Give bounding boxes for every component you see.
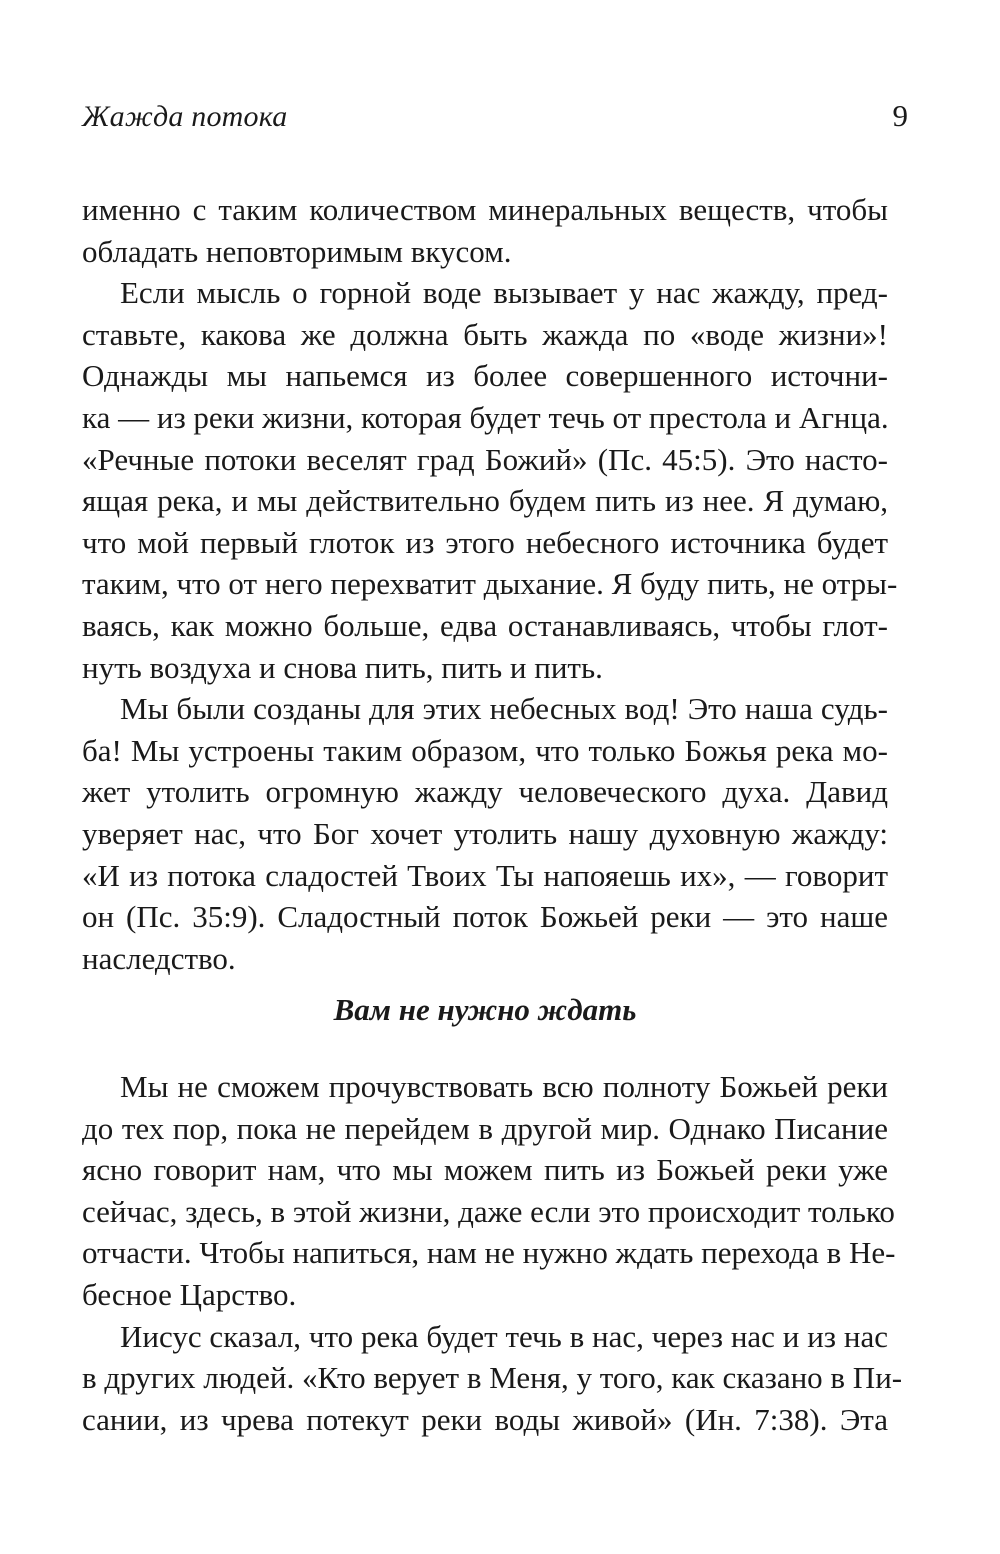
text-line: наследство.	[82, 940, 236, 976]
text-line: отчасти. Чтобы напиться, нам не нужно ждать перехода в Не-	[82, 1235, 896, 1271]
text-line: обладать неповторимым вкусом.	[82, 233, 512, 269]
paragraph	[82, 189, 888, 272]
section-heading: Вам не нужно ждать	[333, 992, 637, 1027]
text-line: ба! Мы устроены таким образом, что только Божья река мо-	[82, 732, 888, 768]
text-line: Если мысль о горной воде вызывает у нас жажду, пред-	[120, 275, 888, 311]
text-line: уверяет нас, что Бог хочет утолить нашу духовную жажду:	[82, 815, 888, 851]
paragraph	[82, 1066, 896, 1316]
text-line: в других людей. «Кто верует в Меня, у того, как сказано в Пи-	[82, 1360, 903, 1396]
paragraph	[82, 688, 888, 979]
text-line: именно с таким количеством минеральных веществ, чтобы	[82, 192, 888, 227]
text-line: до тех пор, пока не перейдем в другой мир. Однако Писание	[82, 1110, 888, 1146]
text-line: Однажды мы напьемся из более совершенного источни-	[82, 358, 888, 394]
text-line: сании, из чрева потекут реки воды живой» (Ин. 7:38). Эта	[82, 1401, 888, 1437]
body-text-bottom	[82, 1066, 903, 1440]
text-line: ясно говорит нам, что мы можем пить из Божьей реки уже	[82, 1152, 888, 1188]
text-line: ка — из реки жизни, которая будет течь от престола и Агнца.	[82, 399, 889, 435]
paragraph	[82, 1316, 903, 1441]
page-number: 9	[892, 98, 908, 133]
paragraph	[82, 272, 898, 688]
running-title: Жажда потока	[82, 100, 288, 133]
text-line: таким, что от него перехватит дыхание. Я буду пить, не отры-	[82, 566, 898, 602]
text-line: сейчас, здесь, в этой жизни, даже если это происходит только	[82, 1193, 895, 1229]
text-line: Мы не сможем прочувствовать всю полноту Божьей реки	[120, 1069, 888, 1104]
running-header	[82, 98, 908, 142]
text-line: ящая река, и мы действительно будем пить из нее. Я думаю,	[82, 483, 888, 519]
text-line: «Речные потоки веселят град Божий» (Пс. 45:5). Это насто-	[82, 441, 888, 477]
text-line: он (Пс. 35:9). Сладостный поток Божьей реки — это наше	[82, 899, 888, 935]
text-line: ставьте, какова же должна быть жажда по «воде жизни»!	[82, 316, 888, 352]
text-line: ваясь, как можно больше, едва останавливаясь, чтобы глот-	[82, 607, 888, 643]
body-text-top	[82, 189, 898, 979]
text-line: жет утолить огромную жажду человеческого духа. Давид	[82, 774, 888, 810]
text-line: бесное Царство.	[82, 1276, 297, 1312]
text-line: Мы были созданы для этих небесных вод! Это наша судь-	[120, 691, 888, 727]
text-line: что мой первый глоток из этого небесного источника будет	[82, 524, 888, 560]
text-line: нуть воздуха и снова пить, пить и пить.	[82, 649, 603, 685]
text-line: «И из потока сладостей Твоих Ты напояешь их», — говорит	[82, 857, 888, 893]
text-line: Иисус сказал, что река будет течь в нас, через нас и из нас	[120, 1318, 888, 1354]
